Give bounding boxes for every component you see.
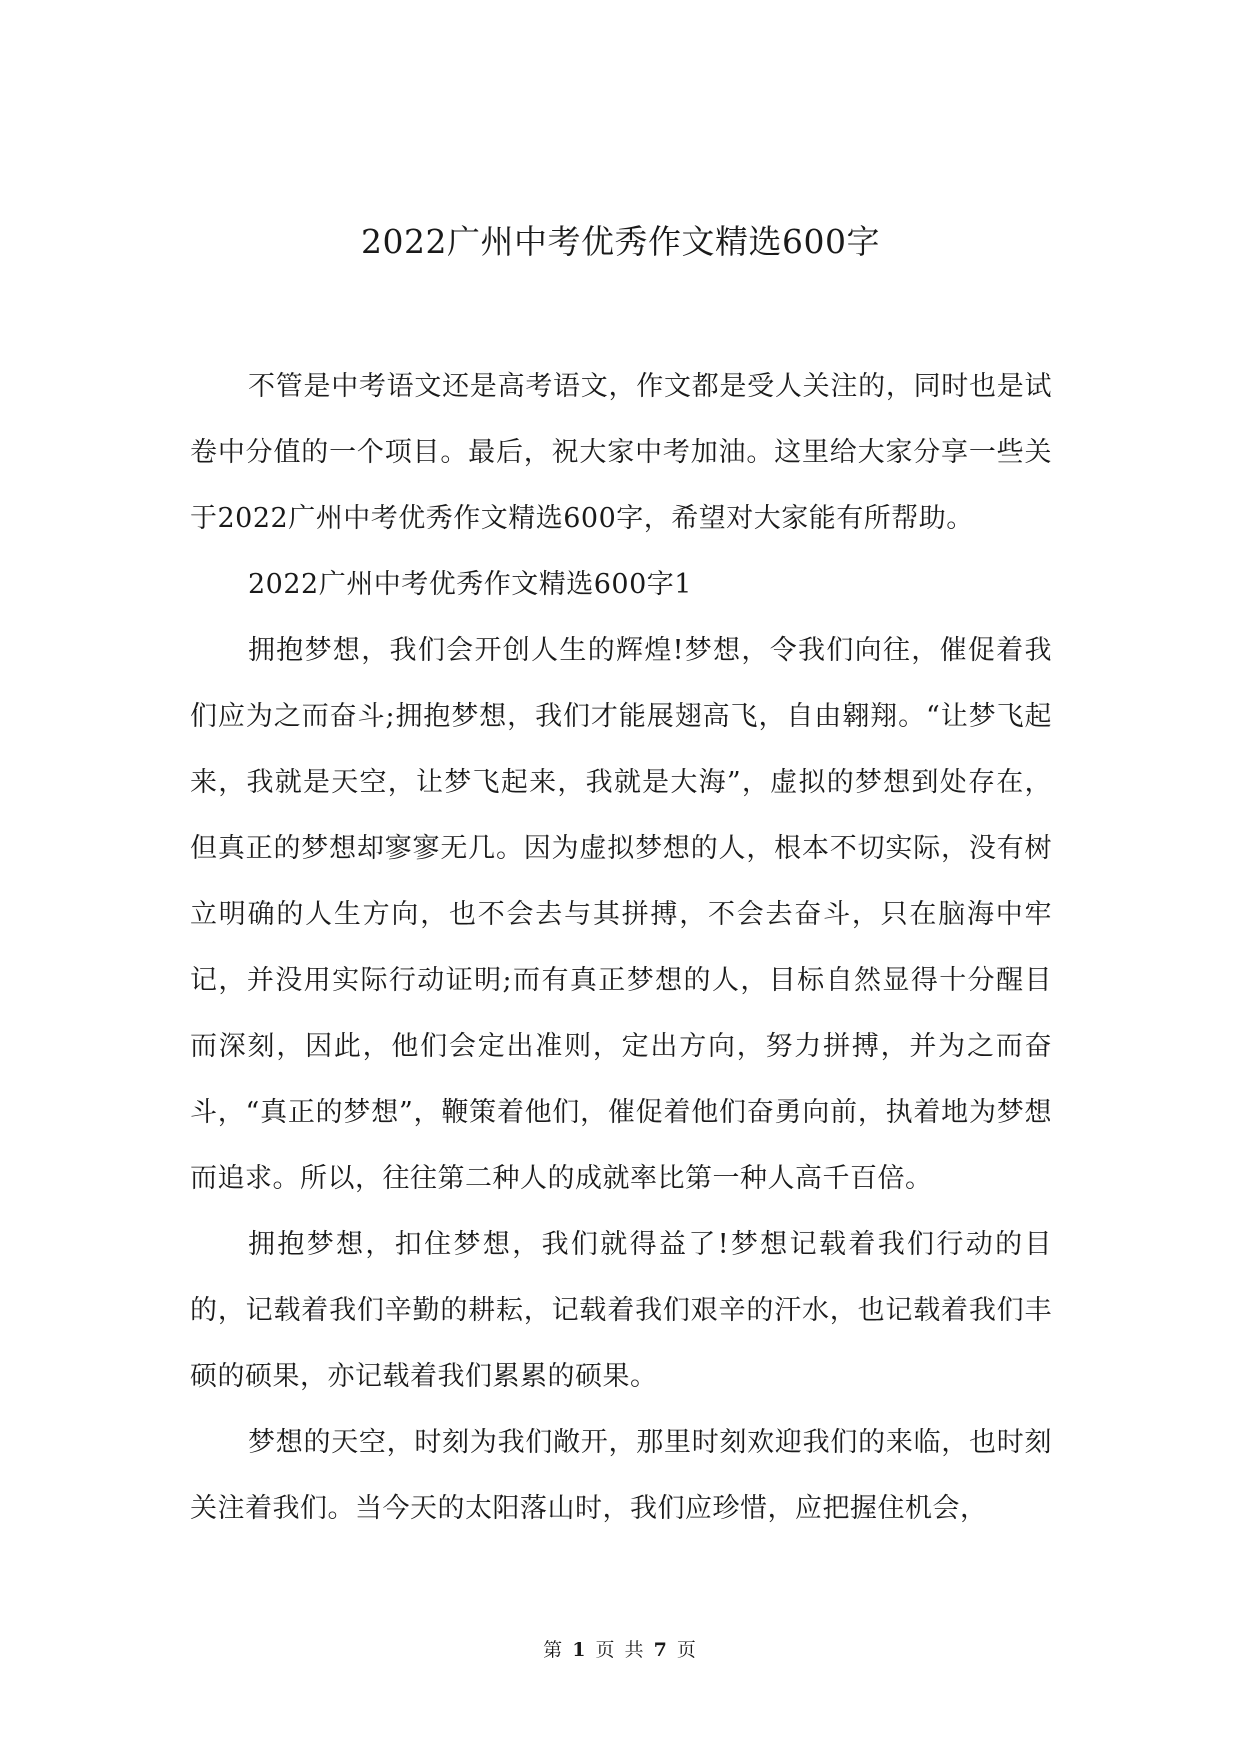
total-page-count: 7 [653,1639,669,1661]
intro-paragraph: 不管是中考语文还是高考语文，作文都是受人关注的，同时也是试卷中分值的一个项目。最后，祝大家中考加油。这里给大家分享一些关于2022广州中考优秀作文精选600字，希望对大家能有所帮助。 [190,371,1052,534]
body-paragraph: 梦想的天空，时刻为我们敞开，那里时刻欢迎我们的来临，也时刻关注着我们。当今天的太阳落山时，我们应珍惜，应把握住机会， [190,1427,1052,1524]
document-body [190,354,1052,1542]
body-paragraph: 拥抱梦想，我们会开创人生的辉煌!梦想，令我们向往，催促着我们应为之而奋斗;拥抱梦想，我们才能展翅高飞，自由翱翔。“让梦飞起来，我就是天空，让梦飞起来，我就是大海”，虚拟的梦想到处存在，但真正的梦想却寥寥无几。因为虚拟梦想的人，根本不切实际，没有树立明确的人生方向，也不会去与其拼搏，不会去奋斗，只在脑海中牢记，并没用实际行动证明;而有真正梦想的人，目标自然显得十分醒目而深刻，因此，他们会定出准则，定出方向，努力拼搏，并为之而奋斗，“真正的梦想”，鞭策着他们，催促着他们奋勇向前，执着地为梦想而追求。所以，往往第二种人的成就率比第一种人高千百倍。 [190,635,1052,1194]
footer-suffix: 页 [676,1639,698,1661]
footer-prefix: 第 [543,1639,565,1661]
current-page-number: 1 [572,1639,588,1661]
section-heading: 2022广州中考优秀作文精选600字1 [248,569,692,600]
body-paragraph: 拥抱梦想，扣住梦想，我们就得益了!梦想记载着我们行动的目的，记载着我们辛勤的耕耘，记载着我们艰辛的汗水，也记载着我们丰硕的硕果，亦记载着我们累累的硕果。 [190,1229,1052,1392]
footer-middle: 页 共 [595,1639,646,1661]
document-title: 2022广州中考优秀作文精选600字 [361,222,880,261]
page-footer [0,1638,1241,1662]
